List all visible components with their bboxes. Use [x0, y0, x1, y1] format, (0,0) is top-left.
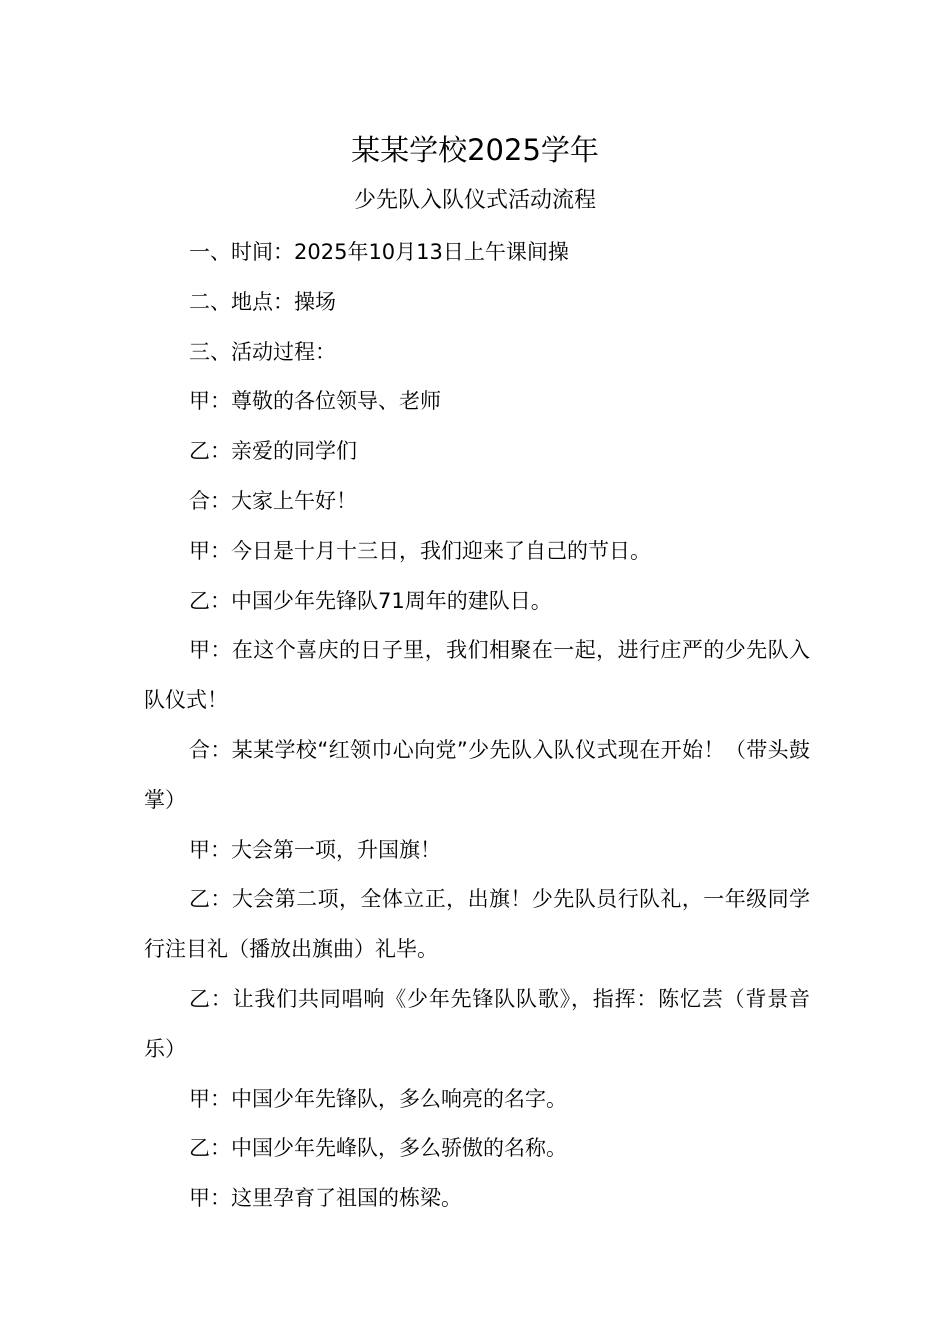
paragraph: 乙：大会第二项，全体立正，出旗！少先队员行队礼，一年级同学行注目礼（播放出旗曲）礼毕。 — [144, 887, 810, 962]
paragraph-location: 二、地点：操场 — [189, 289, 336, 314]
paragraph: 甲：中国少年先锋队，多么响亮的名字。 — [189, 1086, 567, 1111]
document-subtitle: 少先队入队仪式活动流程 — [353, 188, 596, 213]
paragraph: 乙：让我们共同唱响《少年先锋队队歌》，指挥：陈忆芸（背景音乐） — [144, 986, 810, 1061]
paragraph: 甲：在这个喜庆的日子里，我们相聚在一起，进行庄严的少先队入队仪式！ — [144, 638, 810, 713]
paragraph: 乙：亲爱的同学们 — [189, 439, 357, 464]
paragraph: 甲：今日是十月十三日，我们迎来了自己的节日。 — [189, 538, 651, 563]
paragraph: 乙：中国少年先锋队71周年的建队日。 — [189, 588, 552, 613]
paragraph: 甲：大会第一项，升国旗！ — [189, 837, 441, 862]
paragraph: 合：大家上午好！ — [189, 488, 357, 513]
paragraph-time: 一、时间：2025年10月13日上午课间操 — [189, 240, 569, 264]
paragraph: 合：某某学校“红领巾心向党”少先队入队仪式现在开始！（带头鼓掌） — [144, 737, 810, 812]
document-title: 某某学校2025学年 — [351, 133, 599, 167]
paragraph: 甲：尊敬的各位领导、老师 — [189, 389, 441, 414]
paragraph: 乙：中国少年先峰队，多么骄傲的名称。 — [189, 1136, 567, 1161]
paragraph: 甲：这里孕育了祖国的栋梁。 — [189, 1186, 462, 1211]
document-body — [144, 228, 810, 1224]
paragraph-process-heading: 三、活动过程： — [189, 339, 336, 364]
